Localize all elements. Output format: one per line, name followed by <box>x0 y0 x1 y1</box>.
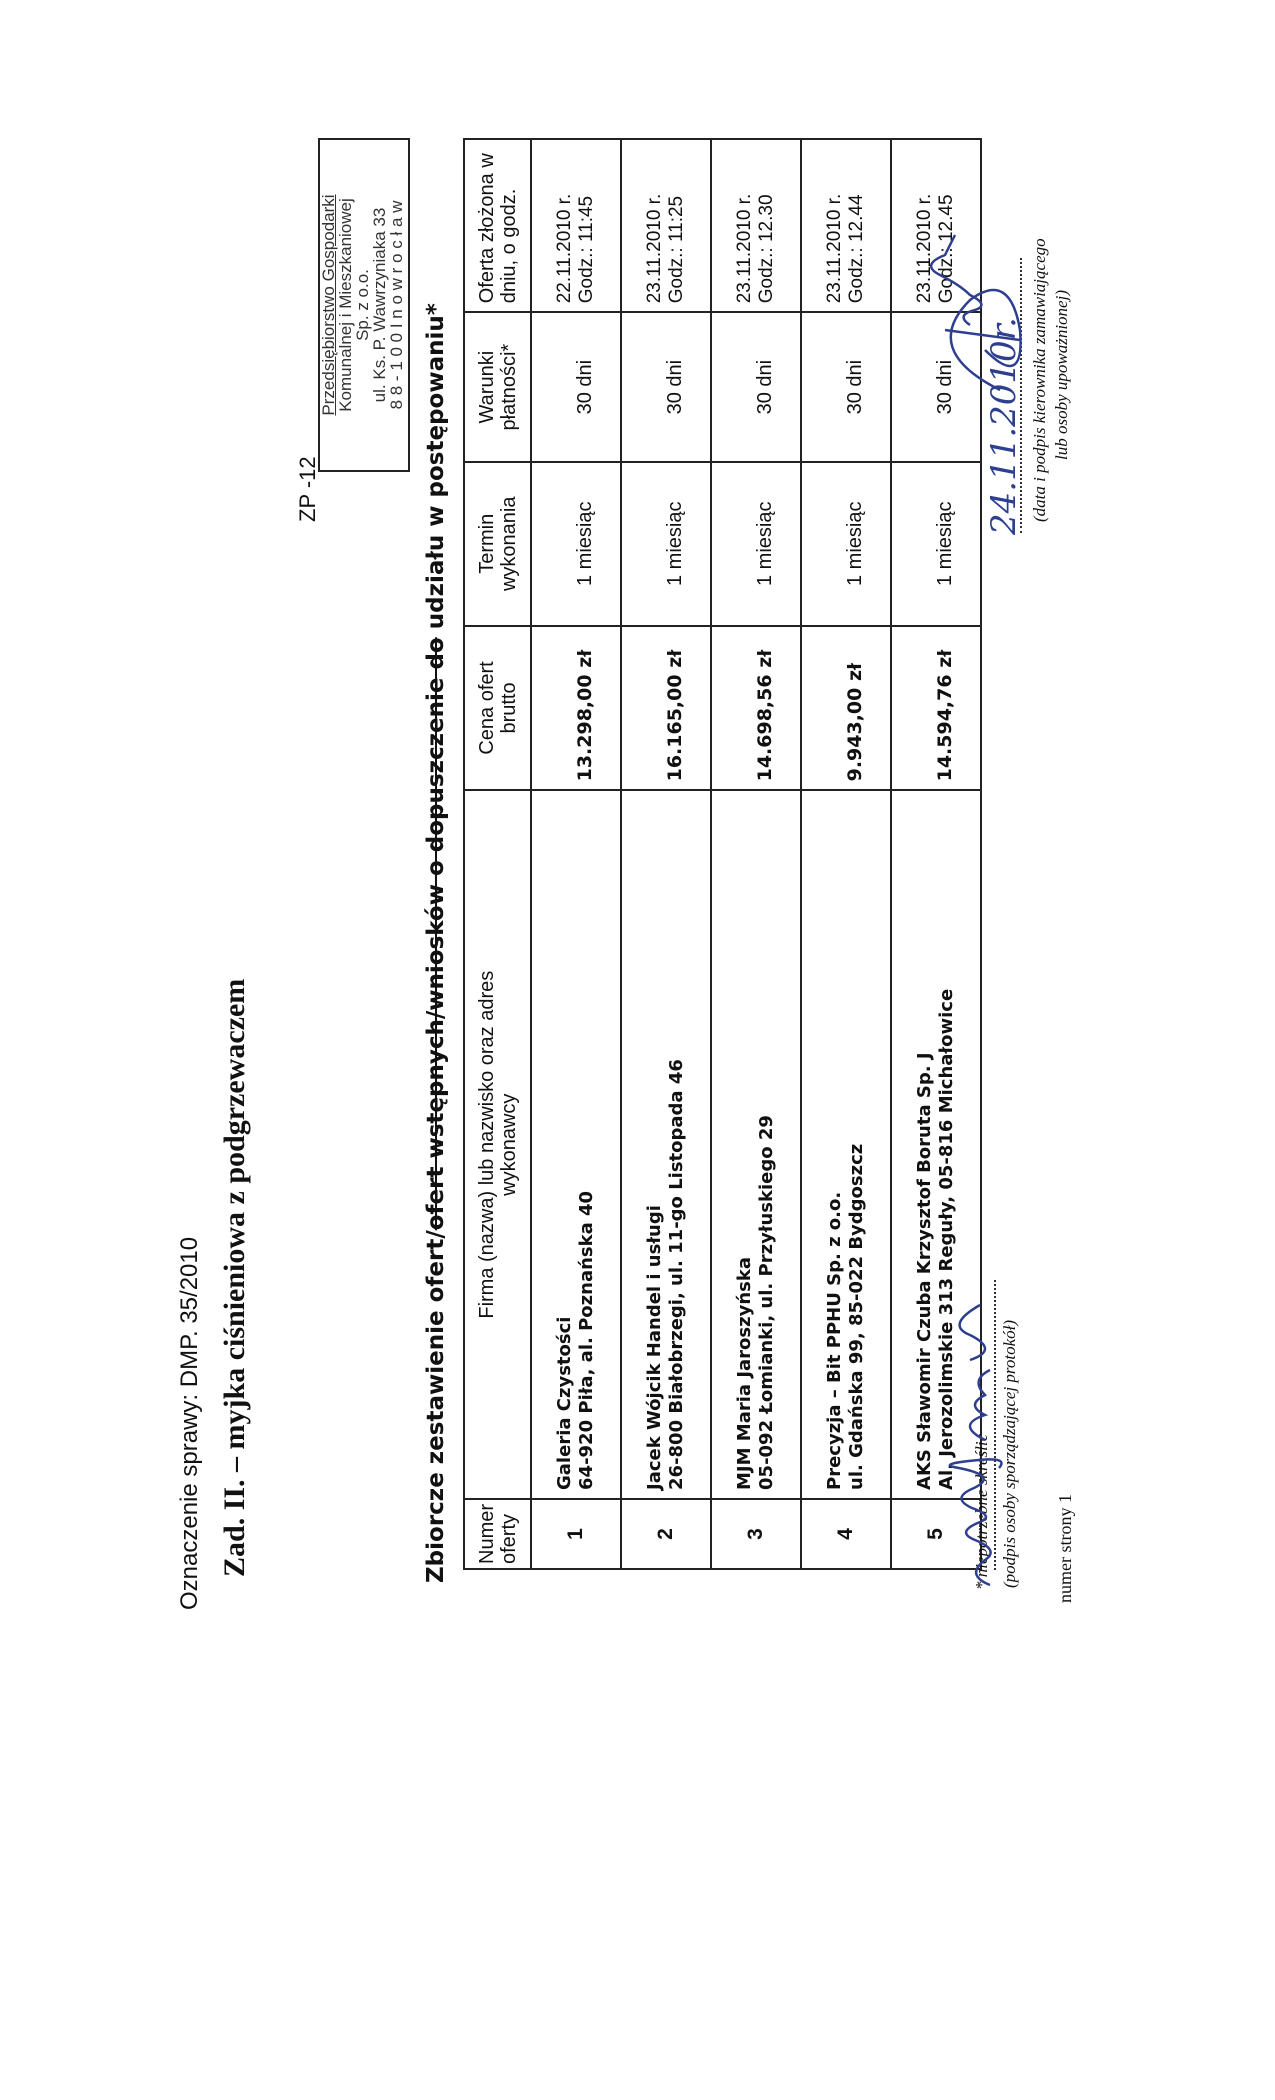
company-name: MJM Maria Jaroszyńska <box>734 1257 755 1490</box>
term-cell: 1 miesiąc <box>711 462 801 626</box>
company-cell <box>711 790 801 1499</box>
approver-signature <box>930 210 1030 540</box>
company-name: Galeria Czystości <box>554 1316 575 1490</box>
heading-suffix: udziału w postępowaniu* <box>423 303 449 638</box>
company-address: 26-800 Białobrzegi, ul. 11-go Listopada 46 <box>666 1059 687 1490</box>
payment-cell: 30 dni <box>891 312 981 462</box>
case-reference: Oznaczenie sprawy: DMP. 35/2010 <box>176 1236 203 1610</box>
term-cell: 1 miesiąc <box>891 462 981 626</box>
price-cell: 14.698,56 zł <box>711 626 801 791</box>
approver-caption-line-1: (data i podpis kierownika zamawiającego <box>1030 238 1049 522</box>
submitted-time: Godz.: 12.45 <box>936 194 957 304</box>
preparer-signature <box>940 1280 1020 1590</box>
preparer-caption: (podpis osoby sporządzającej protokół) <box>1000 1319 1019 1588</box>
table-row <box>711 139 801 1569</box>
price-cell: 9.943,00 zł <box>801 626 891 791</box>
table-row <box>801 139 891 1569</box>
table-header-row <box>464 139 531 1569</box>
submitted-date: 23.11.2010 r. <box>824 193 845 304</box>
payment-cell: 30 dni <box>621 312 711 462</box>
submitted-cell <box>621 139 711 312</box>
company-name: AKS Sławomir Czuba Krzysztof Boruta Sp. J <box>914 1052 935 1490</box>
stamp-line: Komunalnej i Mieszkaniowej <box>336 198 355 412</box>
page-number: numer strony 1 <box>1055 1494 1075 1603</box>
company-address: 05-092 Łomianki, ul. Przyłuskiego 29 <box>756 1115 777 1490</box>
offer-number: 3 <box>711 1499 801 1569</box>
table-row <box>531 139 621 1569</box>
company-name: Precyzja – Bit PPHU Sp. z o.o. <box>824 1191 845 1490</box>
company-cell <box>801 790 891 1499</box>
col-header-term: Termin wykonania <box>464 462 531 626</box>
company-cell <box>621 790 711 1499</box>
offer-number: 2 <box>621 1499 711 1569</box>
company-name: Jacek Wójcik Handel i usługi <box>644 1205 665 1490</box>
handwritten-date: 24.11.2010r. <box>984 317 1024 535</box>
submitted-time: Godz.: 12.44 <box>846 194 867 304</box>
submitted-time: Godz.: 11:45 <box>576 195 597 304</box>
heading-struck-text: ofert wstępnych/wniosków o dopuszczenie do <box>423 637 449 1231</box>
company-address: 64-920 Piła, al. Poznańska 40 <box>576 1190 597 1490</box>
submitted-date: 23.11.2010 r. <box>734 193 755 304</box>
submitted-date: 23.11.2010 r. <box>644 193 665 304</box>
submitted-date: 23.11.2010 r. <box>914 193 935 304</box>
stamp-line: Sp. z o.o. <box>353 269 372 341</box>
submitted-cell <box>531 139 621 312</box>
task-title: Zad. II. – myjka ciśnieniowa z podgrzewaczem <box>218 978 251 1577</box>
offers-table <box>463 138 982 1570</box>
stamp-line: ul. Ks. P. Wawrzyniaka 33 <box>370 207 389 403</box>
term-cell: 1 miesiąc <box>801 462 891 626</box>
heading-prefix: Zbiorcze zestawienie ofert/ <box>423 1230 449 1583</box>
form-code: ZP -12 <box>295 456 320 522</box>
term-cell: 1 miesiąc <box>621 462 711 626</box>
company-stamp <box>318 138 410 472</box>
payment-cell: 30 dni <box>801 312 891 462</box>
price-cell: 16.165,00 zł <box>621 626 711 791</box>
col-header-submitted: Oferta złożona w dniu, o godz. <box>464 139 531 312</box>
term-cell: 1 miesiąc <box>531 462 621 626</box>
submitted-cell <box>711 139 801 312</box>
col-header-company: Firma (nazwa) lub nazwisko oraz adres wykonawcy <box>464 790 531 1499</box>
price-cell: 14.594,76 zł <box>891 626 981 791</box>
offer-number: 1 <box>531 1499 621 1569</box>
col-header-number: Numer oferty <box>464 1499 531 1569</box>
submitted-date: 22.11.2010 r. <box>554 193 575 304</box>
payment-cell: 30 dni <box>711 312 801 462</box>
company-cell <box>531 790 621 1499</box>
stamp-line: Przedsiębiorstwo Gospodarki <box>319 194 338 416</box>
offer-number: 4 <box>801 1499 891 1569</box>
stamp-line: 8 8 - 1 0 0 I n o w r o c ł a w <box>387 200 406 410</box>
offer-number: 5 <box>891 1499 981 1569</box>
footnote: * niepotrzebne skreślić <box>972 1433 991 1590</box>
submitted-cell <box>801 139 891 312</box>
payment-cell: 30 dni <box>531 312 621 462</box>
section-heading <box>423 303 449 1583</box>
col-header-payment: Warunki płatności* <box>464 312 531 462</box>
submitted-time: Godz.: 11:25 <box>666 195 687 304</box>
price-cell: 13.298,00 zł <box>531 626 621 791</box>
submitted-time: Godz.: 12.30 <box>756 194 777 304</box>
company-address: Al. Jerozolimskie 313 Reguły, 05-816 Michałowice <box>936 988 957 1490</box>
company-address: ul. Gdańska 99, 85-022 Bydgoszcz <box>846 1143 867 1490</box>
approver-caption-line-2: lub osoby upoważnionej) <box>1052 290 1071 460</box>
table-row <box>621 139 711 1569</box>
col-header-price: Cena ofert brutto <box>464 626 531 791</box>
